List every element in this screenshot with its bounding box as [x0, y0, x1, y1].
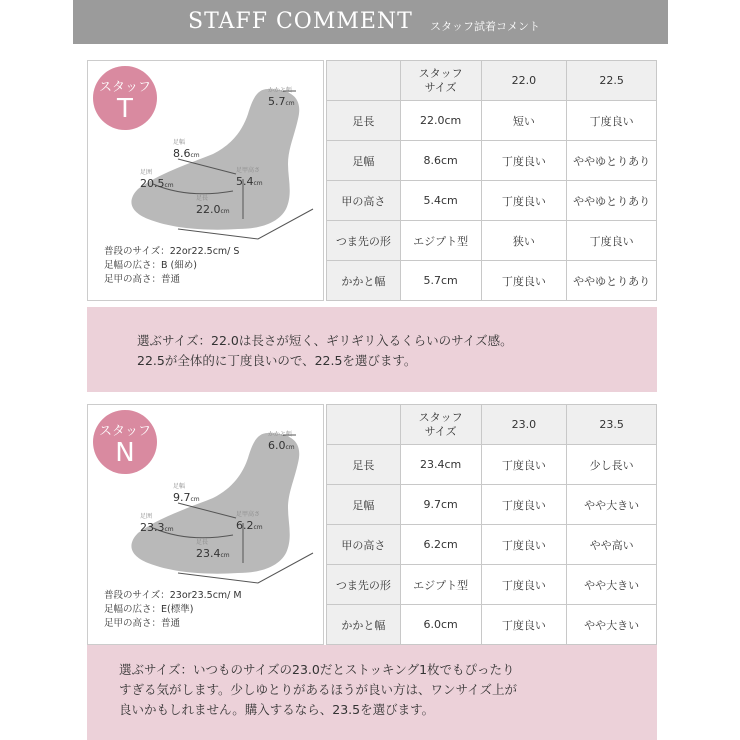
- table-cell: 狭い: [481, 221, 567, 261]
- foot-figure-panel: [87, 404, 324, 645]
- measure-value: 6.0: [268, 439, 286, 452]
- info-line: 普段のサイズ：22or22.5cm/ S: [104, 246, 240, 257]
- measure-value: 20.5: [140, 177, 165, 190]
- measure-unit: cm: [220, 552, 230, 559]
- measure-unit: cm: [164, 182, 174, 189]
- info-line: 足甲の高さ：普通: [104, 274, 181, 285]
- table-header-cell: 23.5: [567, 405, 657, 445]
- table-cell: 丁度良い: [481, 181, 567, 221]
- measure-foot-width: [173, 483, 200, 504]
- staff-section-t: [87, 60, 657, 392]
- measure-value: 22.0: [196, 203, 221, 216]
- table-cell: 足幅: [327, 485, 401, 525]
- table-cell: かかと幅: [327, 605, 401, 645]
- comment-text: [119, 660, 517, 720]
- badge-label: スタッフ: [98, 424, 151, 439]
- table-cell: 丁度良い: [481, 525, 567, 565]
- table-cell: エジプト型: [400, 565, 481, 605]
- badge-label: スタッフ: [98, 80, 151, 95]
- table-header-cell: [327, 405, 401, 445]
- table-row: [327, 605, 657, 645]
- table-cell: やや高い: [567, 525, 657, 565]
- comment-line: 選ぶサイズ：22.0は長さが短く、ギリギリ入るくらいのサイズ感。: [137, 333, 513, 348]
- table-cell: ややゆとりあり: [567, 261, 657, 301]
- measure-circumference: [140, 169, 174, 190]
- table-cell: 丁度良い: [481, 141, 567, 181]
- table-row: [327, 261, 657, 301]
- table-cell: 甲の高さ: [327, 181, 401, 221]
- measure-label: 足囲: [140, 513, 153, 520]
- measure-unit: cm: [164, 526, 174, 533]
- measure-instep: [236, 167, 263, 188]
- comment-text: [137, 331, 513, 371]
- measure-value: 5.7: [268, 95, 286, 108]
- fit-table: [326, 60, 657, 301]
- info-line: 普段のサイズ：23or23.5cm/ M: [104, 590, 242, 601]
- staff-badge: [93, 410, 157, 474]
- table-header-cell: スタッフ サイズ: [400, 61, 481, 101]
- table-header-cell: スタッフ サイズ: [400, 405, 481, 445]
- measure-unit: cm: [253, 524, 263, 531]
- measure-label: 足長: [196, 539, 209, 546]
- page-title: STAFF COMMENT: [188, 9, 413, 34]
- measure-value: 23.4: [196, 547, 221, 560]
- table-header-row: [327, 405, 657, 445]
- badge-letter: N: [115, 438, 135, 468]
- staff-badge: [93, 66, 157, 130]
- table-header-row: [327, 61, 657, 101]
- header-bar: [73, 0, 668, 44]
- table-cell: 足長: [327, 101, 401, 141]
- table-row: [327, 485, 657, 525]
- comment-line: すぎる気がします。少しゆとりがあるほうが良い方は、ワンサイズ上が: [119, 682, 518, 697]
- table-cell: 5.7cm: [400, 261, 481, 301]
- table-cell: 足長: [327, 445, 401, 485]
- table-cell: 22.0cm: [400, 101, 481, 141]
- badge-letter: T: [117, 94, 133, 124]
- measure-label: 足幅: [173, 483, 186, 490]
- table-row: [327, 525, 657, 565]
- measure-label: 足囲: [140, 169, 153, 176]
- measure-unit: cm: [285, 444, 295, 451]
- table-cell: やや大きい: [567, 485, 657, 525]
- table-cell: 丁度良い: [481, 485, 567, 525]
- table-cell: 丁度良い: [567, 221, 657, 261]
- info-line: 足幅の広さ：B (細め): [104, 260, 197, 271]
- table-cell: ややゆとりあり: [567, 141, 657, 181]
- comment-line: 選ぶサイズ：いつものサイズの23.0だとストッキング1枚でもぴったり: [119, 662, 515, 677]
- measure-value: 5.4: [236, 175, 254, 188]
- table-header-cell: 23.0: [481, 405, 567, 445]
- info-line: 足甲の高さ：普通: [104, 618, 181, 629]
- table-cell: 23.4cm: [400, 445, 481, 485]
- table-cell: つま先の形: [327, 221, 401, 261]
- measure-value: 9.7: [173, 491, 191, 504]
- measure-value: 6.2: [236, 519, 254, 532]
- table-cell: 甲の高さ: [327, 525, 401, 565]
- table-cell: 短い: [481, 101, 567, 141]
- table-header-cell: 22.5: [567, 61, 657, 101]
- foot-figure-panel: [87, 60, 324, 301]
- measure-label: 足甲高さ: [236, 511, 261, 518]
- table-header-cell: 22.0: [481, 61, 567, 101]
- table-cell: 9.7cm: [400, 485, 481, 525]
- table-cell: やや大きい: [567, 565, 657, 605]
- measure-circumference: [140, 513, 174, 534]
- measure-label: 足甲高さ: [236, 167, 261, 174]
- staff-section-n: [87, 404, 657, 740]
- measure-heel-width: [268, 431, 295, 452]
- measure-label: 足幅: [173, 139, 186, 146]
- table-cell: 足幅: [327, 141, 401, 181]
- table-cell: 丁度良い: [481, 261, 567, 301]
- table-cell: 丁度良い: [481, 565, 567, 605]
- table-row: [327, 445, 657, 485]
- info-line: 足幅の広さ：E(標準): [104, 604, 194, 615]
- table-cell: 丁度良い: [481, 605, 567, 645]
- measure-length: [196, 195, 230, 216]
- table-row: [327, 141, 657, 181]
- table-row: [327, 181, 657, 221]
- measure-heel-width: [268, 87, 295, 108]
- table-cell: かかと幅: [327, 261, 401, 301]
- comment-line: 22.5が全体的に丁度良いので、22.5を選びます。: [137, 353, 417, 368]
- table-cell: 丁度良い: [567, 101, 657, 141]
- table-row: [327, 221, 657, 261]
- table-cell: 丁度良い: [481, 445, 567, 485]
- table-cell: 少し長い: [567, 445, 657, 485]
- measure-label: かかと幅: [268, 87, 293, 94]
- measure-unit: cm: [190, 152, 200, 159]
- measure-label: かかと幅: [268, 431, 293, 438]
- table-cell: エジプト型: [400, 221, 481, 261]
- measure-foot-width: [173, 139, 200, 160]
- table-row: [327, 565, 657, 605]
- table-cell: 6.0cm: [400, 605, 481, 645]
- measure-unit: cm: [285, 100, 295, 107]
- table-row: [327, 101, 657, 141]
- table-cell: ややゆとりあり: [567, 181, 657, 221]
- page-subtitle: スタッフ試着コメント: [430, 20, 540, 33]
- measure-unit: cm: [220, 208, 230, 215]
- measure-value: 23.3: [140, 521, 165, 534]
- table-cell: 5.4cm: [400, 181, 481, 221]
- measure-value: 8.6: [173, 147, 191, 160]
- size-comment: [87, 307, 657, 392]
- comment-line: 良いかもしれません。購入するなら、23.5を選びます。: [119, 702, 435, 717]
- table-cell: つま先の形: [327, 565, 401, 605]
- measure-label: 足長: [196, 195, 209, 202]
- staff-info: [104, 589, 242, 631]
- table-header-cell: [327, 61, 401, 101]
- size-comment: [87, 645, 657, 740]
- table-cell: やや大きい: [567, 605, 657, 645]
- measure-unit: cm: [253, 180, 263, 187]
- fit-table: [326, 404, 657, 645]
- measure-unit: cm: [190, 496, 200, 503]
- table-cell: 8.6cm: [400, 141, 481, 181]
- staff-info: [104, 245, 239, 287]
- measure-length: [196, 539, 230, 560]
- table-cell: 6.2cm: [400, 525, 481, 565]
- measure-instep: [236, 511, 263, 532]
